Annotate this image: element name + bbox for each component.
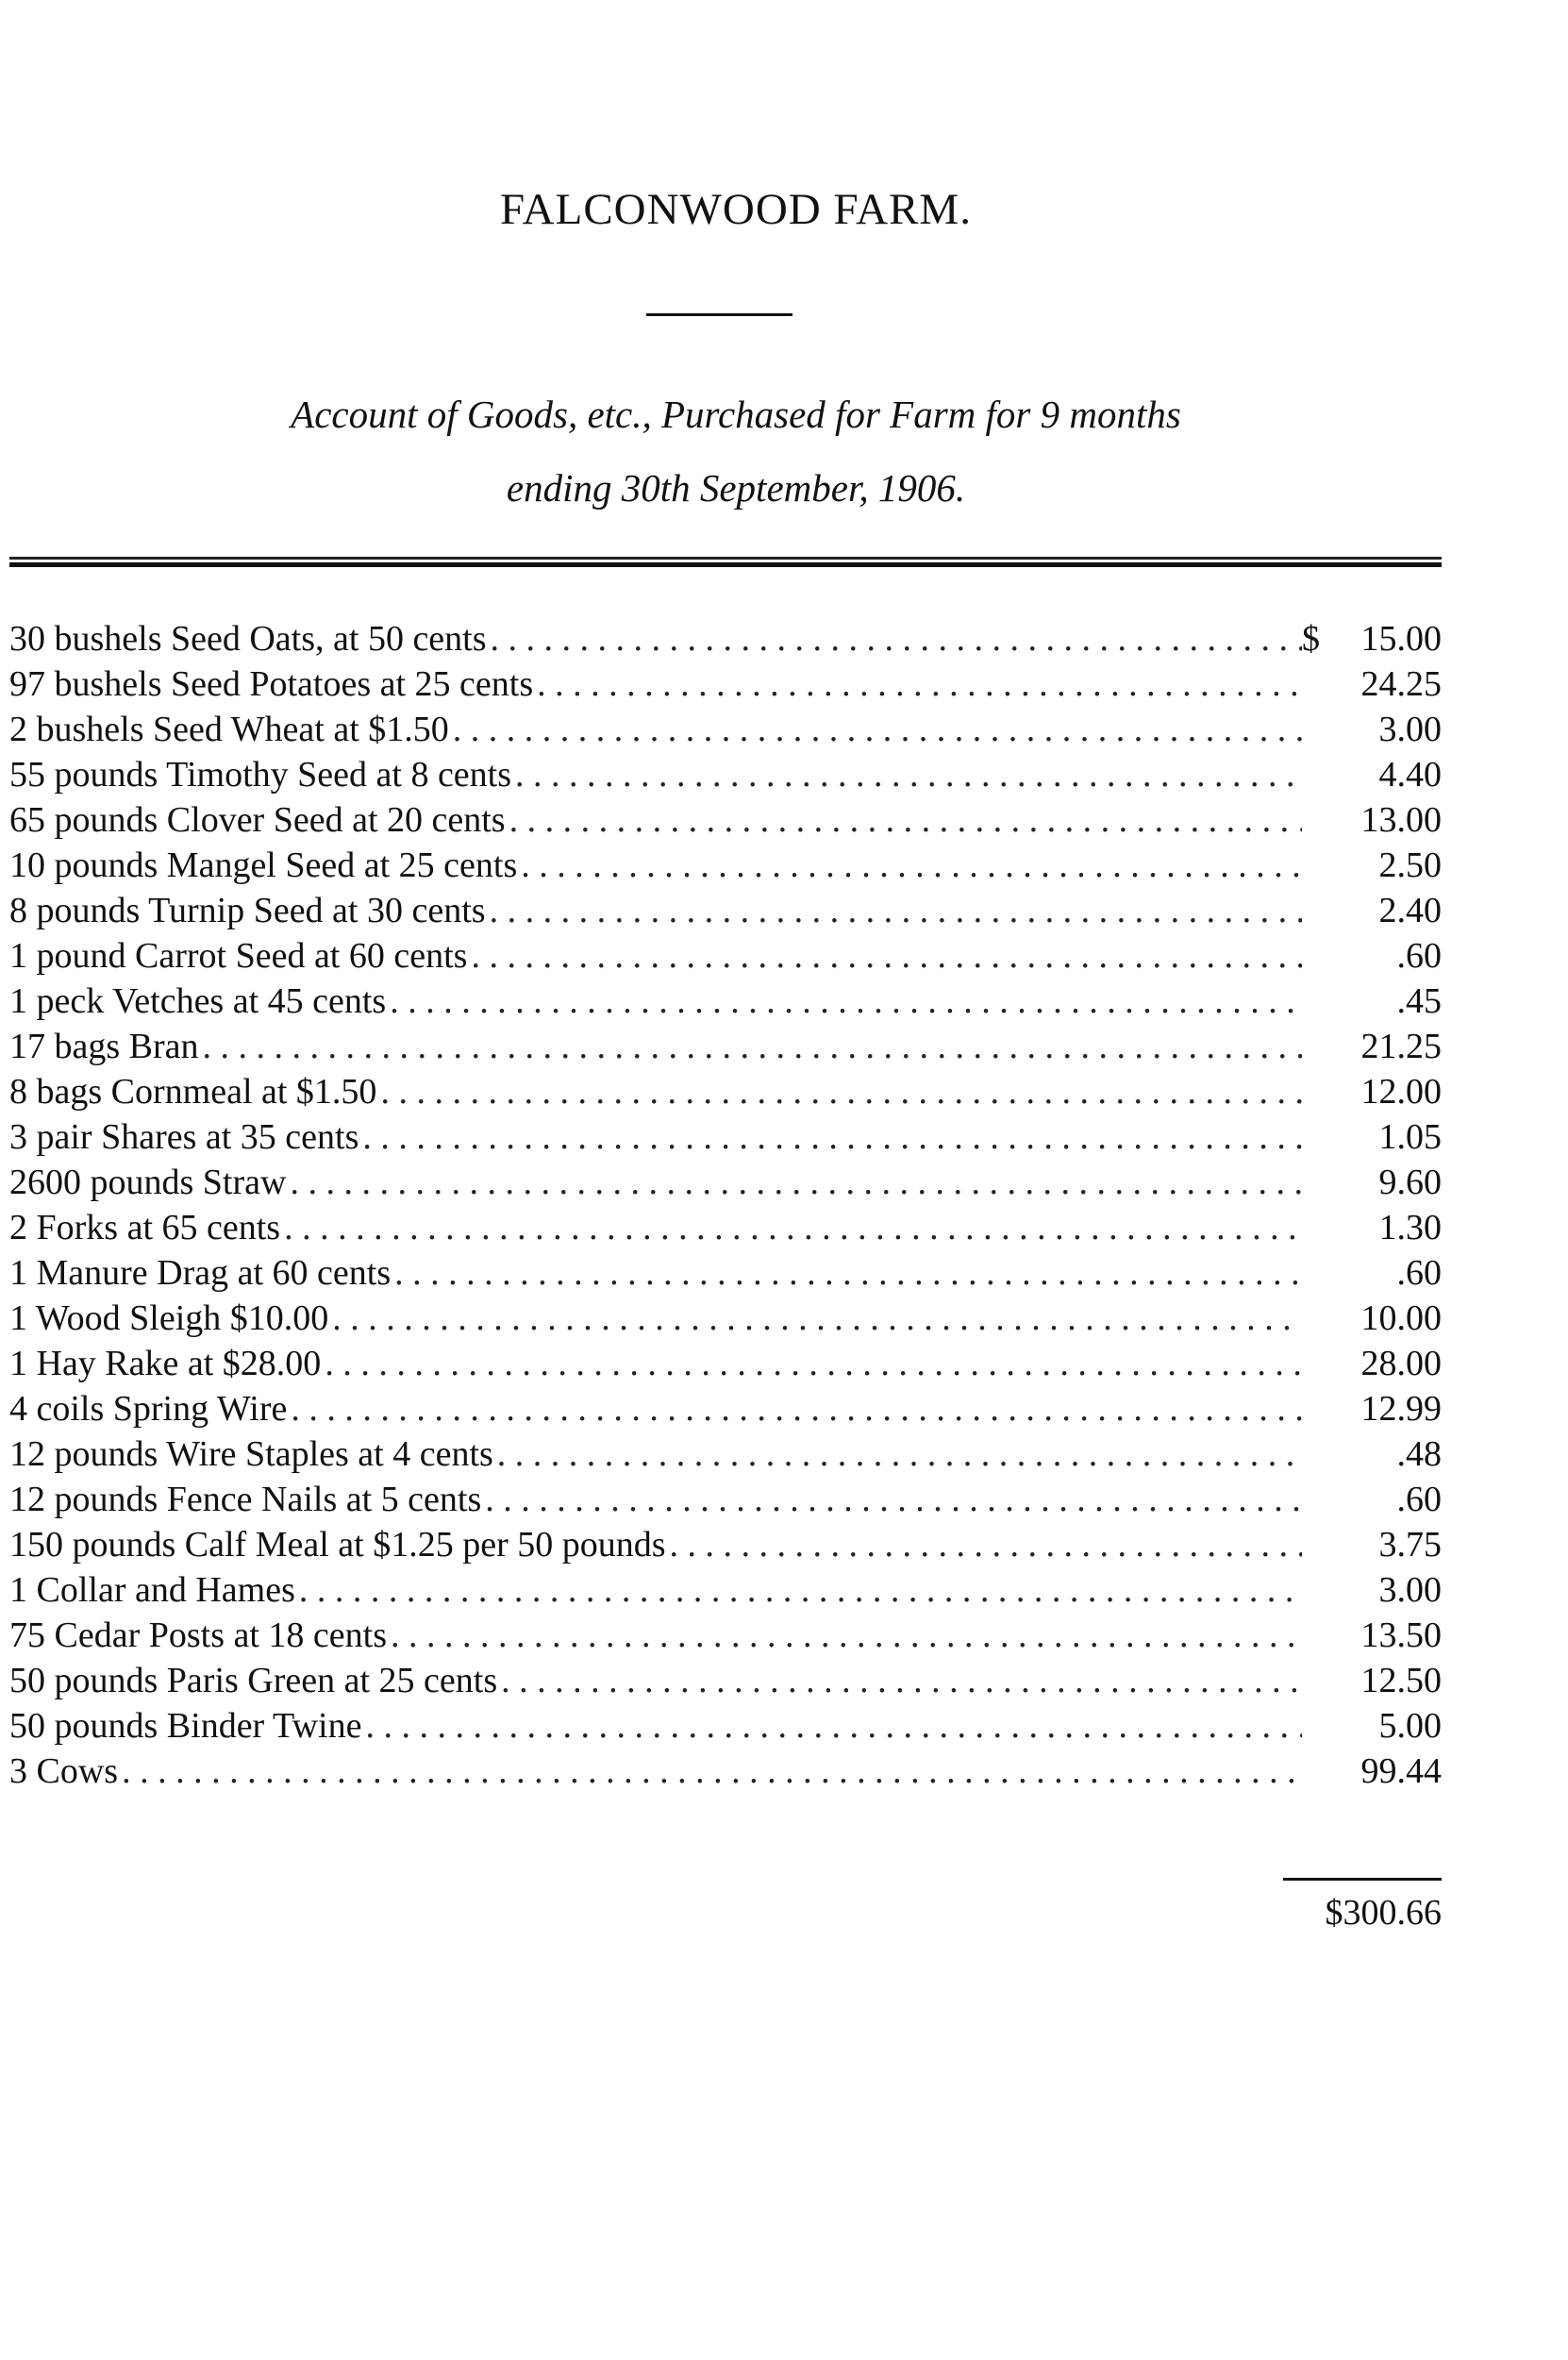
ledger-item: 3 pair Shares at 35 cents bbox=[9, 1117, 359, 1157]
ledger-row bbox=[9, 1705, 1442, 1750]
header-double-rule bbox=[9, 557, 1442, 567]
ledger-item: 75 Cedar Posts at 18 cents bbox=[9, 1615, 388, 1655]
ledger-amount: 2.50 bbox=[1378, 845, 1442, 885]
dot-leader bbox=[666, 1524, 1302, 1565]
currency-symbol: $ bbox=[1302, 619, 1320, 659]
ledger-item: 65 pounds Clover Seed at 20 cents bbox=[9, 800, 506, 840]
ledger-list bbox=[9, 618, 1442, 1796]
dot-leader bbox=[481, 1479, 1302, 1520]
ledger-row bbox=[9, 799, 1442, 845]
ledger-amount: .60 bbox=[1396, 1253, 1442, 1293]
ledger-row bbox=[9, 1343, 1442, 1388]
ledger-amount: .60 bbox=[1396, 936, 1442, 976]
ledger-item: 1 pound Carrot Seed at 60 cents bbox=[9, 936, 468, 976]
ledger-item: 8 bags Cornmeal at $1.50 bbox=[9, 1072, 377, 1112]
dot-leader bbox=[199, 1026, 1302, 1067]
ledger-amount: 13.50 bbox=[1360, 1615, 1442, 1655]
ledger-amount: 10.00 bbox=[1360, 1298, 1442, 1338]
ledger-row bbox=[9, 980, 1442, 1026]
dot-leader bbox=[321, 1343, 1302, 1384]
dot-leader bbox=[280, 1207, 1302, 1248]
dot-leader bbox=[286, 1162, 1302, 1203]
dot-leader bbox=[533, 663, 1302, 705]
ledger-item: 12 pounds Fence Nails at 5 cents bbox=[9, 1480, 482, 1519]
ledger-row bbox=[9, 1660, 1442, 1705]
ledger-row bbox=[9, 935, 1442, 980]
ledger-amount: 9.60 bbox=[1378, 1163, 1442, 1202]
ledger-item: 1 peck Vetches at 45 cents bbox=[9, 981, 387, 1021]
ledger-item: 1 Manure Drag at 60 cents bbox=[9, 1253, 392, 1293]
ledger-row bbox=[9, 1615, 1442, 1660]
page-title: FALCONWOOD FARM. bbox=[500, 185, 972, 234]
dot-leader bbox=[118, 1750, 1302, 1792]
ledger-row bbox=[9, 1750, 1442, 1796]
dot-leader bbox=[506, 799, 1302, 841]
ledger-item: 50 pounds Paris Green at 25 cents bbox=[9, 1661, 498, 1700]
ledger-item: 8 pounds Turnip Seed at 30 cents bbox=[9, 891, 486, 930]
ledger-amount: 15.00 bbox=[1360, 619, 1442, 659]
ledger-row bbox=[9, 1433, 1442, 1479]
ledger-item: 17 bags Bran bbox=[9, 1027, 199, 1066]
ledger-amount: 5.00 bbox=[1378, 1706, 1442, 1746]
ledger-item: 10 pounds Mangel Seed at 25 cents bbox=[9, 845, 518, 885]
ledger-amount: 2.40 bbox=[1378, 891, 1442, 930]
ledger-amount: 3.00 bbox=[1378, 710, 1442, 749]
ledger-item: 1 Collar and Hames bbox=[9, 1570, 295, 1610]
ledger-row bbox=[9, 890, 1442, 935]
ledger-item: 1 Hay Rake at $28.00 bbox=[9, 1344, 322, 1383]
ledger-amount: 21.25 bbox=[1360, 1027, 1442, 1066]
ledger-amount: 12.99 bbox=[1360, 1389, 1442, 1429]
ledger-amount: .48 bbox=[1396, 1434, 1442, 1474]
ledger-row bbox=[9, 709, 1442, 754]
ledger-item: 2600 pounds Straw bbox=[9, 1163, 287, 1202]
ledger-row bbox=[9, 845, 1442, 890]
ledger-row bbox=[9, 1297, 1442, 1343]
ledger-row bbox=[9, 1026, 1442, 1071]
ledger-amount: 12.50 bbox=[1360, 1661, 1442, 1700]
subtitle bbox=[0, 377, 1472, 525]
ledger-amount: 3.75 bbox=[1378, 1525, 1442, 1565]
dot-leader bbox=[511, 754, 1302, 795]
ledger-row bbox=[9, 1162, 1442, 1207]
dot-leader bbox=[467, 935, 1302, 977]
ledger-item: 55 pounds Timothy Seed at 8 cents bbox=[9, 755, 512, 795]
ledger-amount: 24.25 bbox=[1360, 664, 1442, 704]
ledger-amount: 99.44 bbox=[1360, 1751, 1442, 1791]
ledger-item: 97 bushels Seed Potatoes at 25 cents bbox=[9, 664, 534, 704]
ledger-row bbox=[9, 1116, 1442, 1162]
dot-leader bbox=[517, 845, 1302, 886]
dot-leader bbox=[449, 709, 1302, 750]
ledger-row bbox=[9, 663, 1442, 709]
dot-leader bbox=[386, 980, 1302, 1022]
ledger-item: 12 pounds Wire Staples at 4 cents bbox=[9, 1434, 493, 1474]
ledger-amount: 12.00 bbox=[1360, 1072, 1442, 1112]
ledger-item: 3 Cows bbox=[9, 1751, 119, 1791]
ledger-item: 4 coils Spring Wire bbox=[9, 1389, 288, 1429]
ledger-row bbox=[9, 1524, 1442, 1569]
dot-leader bbox=[287, 1388, 1302, 1430]
dot-leader bbox=[486, 890, 1302, 931]
dot-leader bbox=[387, 1615, 1302, 1656]
ledger-amount: 1.30 bbox=[1378, 1208, 1442, 1247]
dot-leader bbox=[497, 1660, 1302, 1701]
dot-leader bbox=[361, 1705, 1302, 1747]
ledger-row bbox=[9, 1207, 1442, 1252]
dot-leader bbox=[376, 1071, 1302, 1113]
ledger-item: 1 Wood Sleigh $10.00 bbox=[9, 1298, 329, 1338]
ledger-total: $300.66 bbox=[1325, 1893, 1442, 1933]
ledger-row bbox=[9, 1569, 1442, 1615]
subtitle-line-2: ending 30th September, 1906. bbox=[506, 466, 966, 510]
ledger-row bbox=[9, 1071, 1442, 1116]
ledger-item: 30 bushels Seed Oats, at 50 cents bbox=[9, 619, 487, 659]
ledger-row bbox=[9, 1252, 1442, 1297]
ledger-amount: 4.40 bbox=[1378, 755, 1442, 795]
ledger-amount: .60 bbox=[1396, 1480, 1442, 1519]
dot-leader bbox=[359, 1116, 1302, 1158]
ledger-item: 2 Forks at 65 cents bbox=[9, 1208, 281, 1247]
ledger-item: 50 pounds Binder Twine bbox=[9, 1706, 362, 1746]
ledger-row bbox=[9, 754, 1442, 799]
dot-leader bbox=[493, 1433, 1302, 1475]
ledger-amount: 3.00 bbox=[1378, 1570, 1442, 1610]
ledger-amount: 13.00 bbox=[1360, 800, 1442, 840]
total-rule bbox=[1283, 1878, 1442, 1881]
subtitle-line-1: Account of Goods, etc., Purchased for Farm for 9 months bbox=[291, 393, 1181, 436]
title-divider bbox=[646, 313, 792, 316]
ledger-row bbox=[9, 1388, 1442, 1433]
ledger-amount: .45 bbox=[1396, 981, 1442, 1021]
ledger-amount: 28.00 bbox=[1360, 1344, 1442, 1383]
ledger-amount: 1.05 bbox=[1378, 1117, 1442, 1157]
ledger-item: 150 pounds Calf Meal at $1.25 per 50 pounds bbox=[9, 1525, 666, 1565]
dot-leader bbox=[328, 1297, 1302, 1339]
dot-leader bbox=[391, 1252, 1302, 1294]
ledger-row bbox=[9, 1479, 1442, 1524]
dot-leader bbox=[487, 618, 1302, 660]
ledger-item: 2 bushels Seed Wheat at $1.50 bbox=[9, 710, 449, 749]
dot-leader bbox=[295, 1569, 1302, 1611]
ledger-row bbox=[9, 618, 1442, 663]
